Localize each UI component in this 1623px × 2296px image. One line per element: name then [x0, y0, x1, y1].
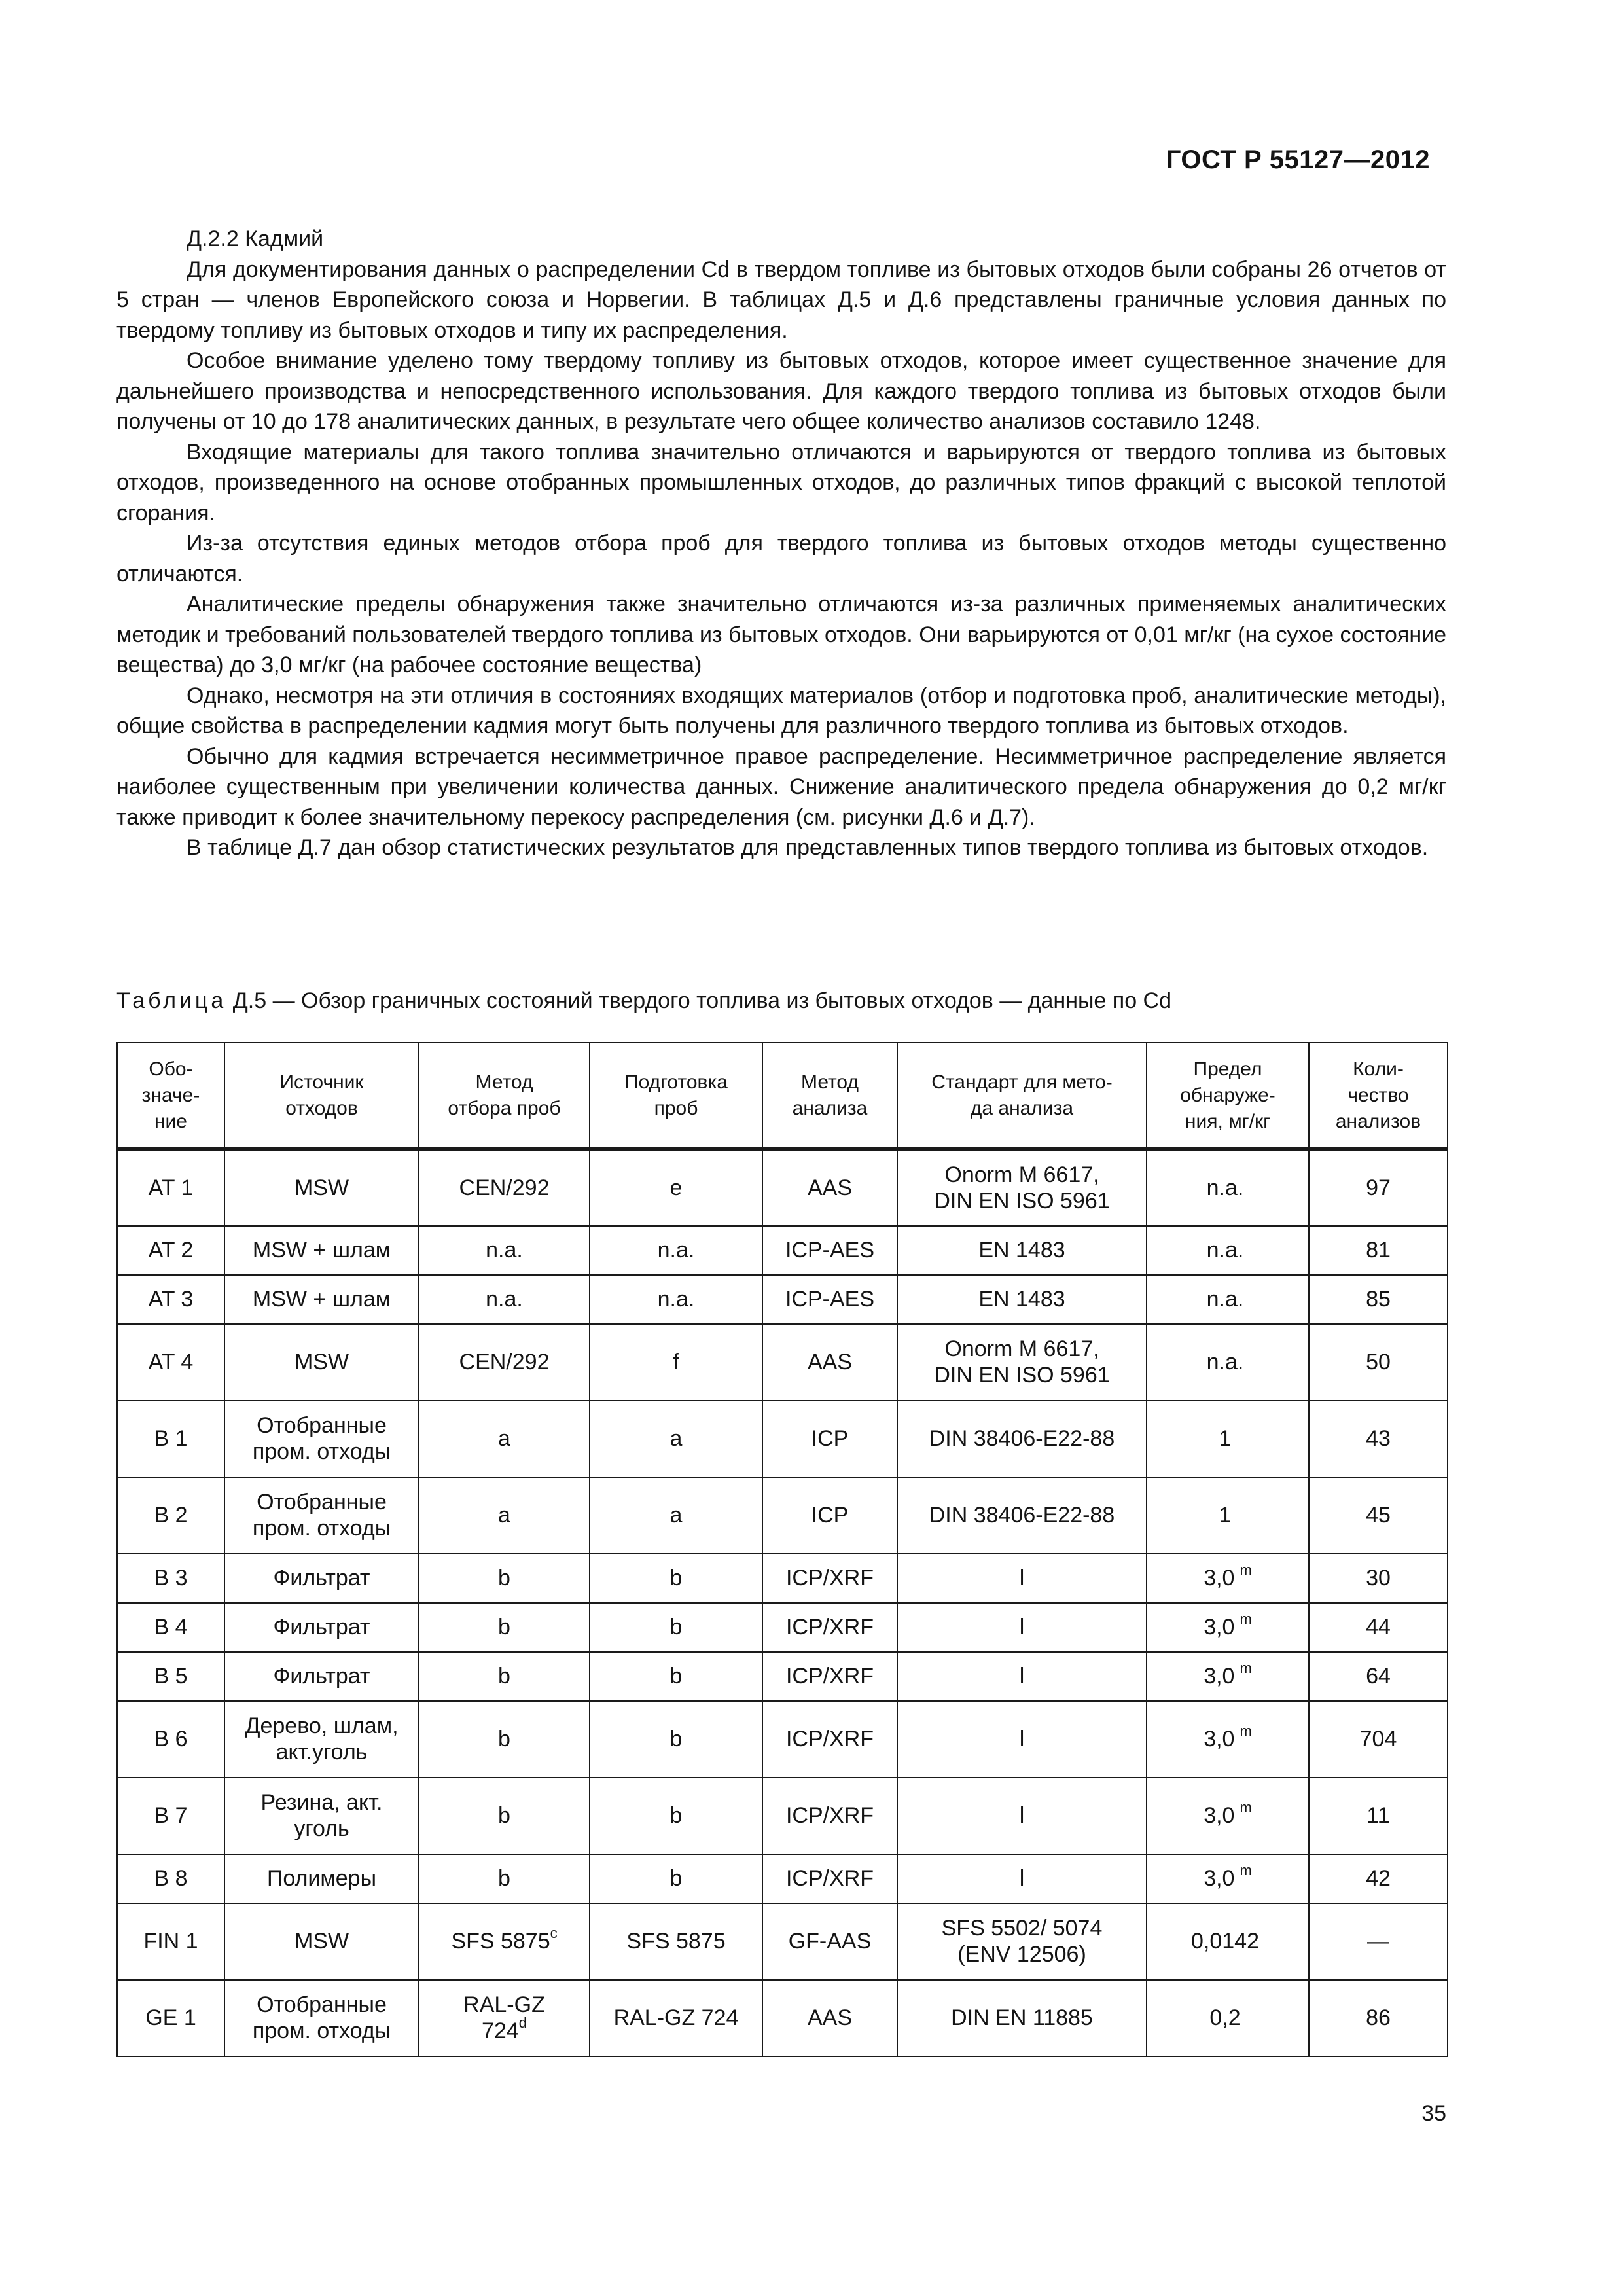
cell-text: Onorm M 6617, DIN EN ISO 5961: [934, 1162, 1110, 1213]
cell-text: AAS: [807, 1350, 853, 1374]
body-text: [116, 224, 1446, 863]
table-cell-source: [224, 1226, 419, 1275]
table-cell-sampling: [419, 1401, 590, 1477]
table-cell-standard: [897, 1778, 1147, 1854]
table-cell-limit: [1147, 1980, 1309, 2056]
table-cell-source: [224, 1477, 419, 1554]
table-cell-prep: [590, 1477, 762, 1554]
table-cell-limit: [1147, 1401, 1309, 1477]
table-cell-limit: [1147, 1854, 1309, 1903]
table-cell-standard: [897, 1401, 1147, 1477]
cell-text: b: [498, 1566, 510, 1590]
table-cell-id: [117, 1701, 224, 1778]
table-row: [117, 1903, 1448, 1980]
table-cell-prep: [590, 1401, 762, 1477]
table-cell-id: [117, 1226, 224, 1275]
cell-text: ICP/XRF: [785, 1866, 874, 1891]
cell-text: B 8: [154, 1866, 188, 1891]
cell-text: ICP/XRF: [785, 1615, 874, 1640]
cell-text: CEN/292: [459, 1350, 550, 1374]
cell-text: MSW: [294, 1350, 349, 1374]
table-cell-source: [224, 1554, 419, 1603]
cell-text: l: [1019, 1727, 1025, 1751]
table-cell-id: [117, 1603, 224, 1652]
cell-text: f: [673, 1350, 679, 1374]
table-cell-method: [762, 1401, 897, 1477]
cell-text: 3,0: [1204, 1727, 1235, 1751]
table-cell-limit: [1147, 1652, 1309, 1701]
table-header-row: [117, 1043, 1448, 1149]
cell-text: ICP-AES: [785, 1287, 875, 1312]
cell-text: a: [669, 1503, 683, 1528]
table-cell-count: [1309, 1980, 1448, 2056]
cell-text: 0,0142: [1191, 1929, 1259, 1954]
table-cell-count: [1309, 1778, 1448, 1854]
cell-text: AT 2: [148, 1238, 194, 1263]
cell-text: b: [498, 1727, 510, 1751]
cell-text: DIN EN 11885: [951, 2005, 1093, 2030]
table-cell-standard: [897, 1652, 1147, 1701]
table-cell-sampling: [419, 1603, 590, 1652]
cell-text: 45: [1366, 1503, 1391, 1528]
cell-text: EN 1483: [978, 1238, 1065, 1263]
cell-text: b: [669, 1566, 683, 1590]
cell-text: ICP/XRF: [785, 1566, 874, 1590]
table-cell-method: [762, 1903, 897, 1980]
cell-text: MSW + шлам: [252, 1287, 391, 1312]
table-cell-id: [117, 1401, 224, 1477]
cell-text: 50: [1366, 1350, 1391, 1374]
table-cell-standard: [897, 1701, 1147, 1778]
table-caption-label: Таблица: [116, 988, 227, 1013]
table-cell-method: [762, 1854, 897, 1903]
table-cell-method: [762, 1554, 897, 1603]
cell-text: ICP: [811, 1426, 849, 1451]
table-cell-id: [117, 1149, 224, 1226]
table-cell-limit: [1147, 1701, 1309, 1778]
cell-text: 1: [1219, 1503, 1232, 1528]
paragraph: Входящие материалы для такого топлива значительно отличаются и варьируются от твердого топлива из бытовых отходов, произведенного на основе отобранных промышленных отходов, до различных типов фракций с высокой теплотой сгорания.: [116, 439, 1446, 526]
cell-text: l: [1019, 1566, 1025, 1590]
cell-text: B 7: [154, 1803, 188, 1828]
cell-text: AT 4: [148, 1350, 194, 1374]
cell-text: b: [498, 1866, 510, 1891]
table-cell-sampling: [419, 1778, 590, 1854]
table-cell-sampling: [419, 1275, 590, 1324]
table-cell-prep: [590, 1554, 762, 1603]
table-cell-sampling: [419, 1701, 590, 1778]
cell-text: B 2: [154, 1503, 188, 1528]
cell-text: n.a.: [1206, 1287, 1244, 1312]
table-cell-standard: [897, 1980, 1147, 2056]
table-cell-method: [762, 1778, 897, 1854]
table-cell-standard: [897, 1275, 1147, 1324]
footnote-marker: m: [1240, 1610, 1252, 1627]
cell-text: l: [1019, 1615, 1025, 1640]
table-cell-count: [1309, 1401, 1448, 1477]
cell-text: MSW: [294, 1929, 349, 1954]
footnote-marker: d: [518, 2014, 527, 2031]
table-row: [117, 1275, 1448, 1324]
table-cell-prep: [590, 1324, 762, 1401]
cell-text: ICP/XRF: [785, 1664, 874, 1689]
table-cell-standard: [897, 1477, 1147, 1554]
table-cell-id: [117, 1554, 224, 1603]
cell-text: 97: [1366, 1175, 1391, 1200]
cell-text: Фильтрат: [273, 1615, 370, 1640]
paragraph: Однако, несмотря на эти отличия в состояниях входящих материалов (отбор и подготовка проб, аналитические методы), общие свойства в распределении кадмия могут быть получены для различного твердого топлива из бытовых отходов.: [116, 683, 1446, 738]
cell-text: Полимеры: [266, 1866, 377, 1891]
cell-text: n.a.: [657, 1287, 695, 1312]
cell-text: EN 1483: [978, 1287, 1065, 1312]
cell-text: 704: [1359, 1727, 1397, 1751]
table-cell-standard: [897, 1149, 1147, 1226]
cell-text: b: [669, 1727, 683, 1751]
cell-text: AAS: [807, 1175, 853, 1200]
cell-text: 43: [1366, 1426, 1391, 1451]
table-row: [117, 1477, 1448, 1554]
paragraph: Из-за отсутствия единых методов отбора проб для твердого топлива из бытовых отходов методы существенно отличаются.: [116, 531, 1446, 586]
table-cell-method: [762, 1652, 897, 1701]
table-cell-method: [762, 1324, 897, 1401]
cell-text: 0,2: [1209, 2005, 1241, 2030]
table-caption-text: Д.5 — Обзор граничных состояний твердого топлива из бытовых отходов — данные по Cd: [232, 988, 1172, 1013]
table-cell-count: [1309, 1554, 1448, 1603]
cell-text: 85: [1366, 1287, 1391, 1312]
cell-text: GF-AAS: [788, 1929, 872, 1954]
cell-text: FIN 1: [143, 1929, 198, 1954]
cell-text: ICP-AES: [785, 1238, 875, 1263]
cell-text: Отобранные пром. отходы: [252, 1413, 391, 1464]
cell-text: a: [669, 1426, 683, 1451]
cell-text: AT 1: [148, 1175, 194, 1200]
cell-text: 86: [1366, 2005, 1391, 2030]
cell-text: b: [669, 1664, 683, 1689]
table-cell-source: [224, 1603, 419, 1652]
table-cell-sampling: [419, 1226, 590, 1275]
cell-text: 1: [1219, 1426, 1232, 1451]
cell-text: Фильтрат: [273, 1664, 370, 1689]
cell-text: DIN 38406-E22-88: [929, 1426, 1115, 1451]
table-cell-sampling: [419, 1980, 590, 2056]
paragraph: Для документирования данных о распределении Cd в твердом топливе из бытовых отходов были собраны 26 отчетов от 5 стран — членов Европейского союза и Норвегии. В таблицах Д.5 и Д.6 представлены граничные условия данных по твердому топливу из бытовых отходов и типу их распределения.: [116, 257, 1446, 343]
cell-text: 3,0: [1204, 1866, 1235, 1891]
cell-text: n.a.: [657, 1238, 695, 1263]
table-cell-method: [762, 1980, 897, 2056]
table-cell-count: [1309, 1149, 1448, 1226]
cell-text: b: [669, 1803, 683, 1828]
cell-text: SFS 5875: [451, 1929, 550, 1954]
cell-text: GE 1: [145, 2005, 196, 2030]
table-cell-source: [224, 1401, 419, 1477]
table-cell-source: [224, 1149, 419, 1226]
table-cell-id: [117, 1275, 224, 1324]
cell-text: —: [1367, 1929, 1389, 1954]
table-cell-source: [224, 1903, 419, 1980]
table-header-cell: Метод анализа: [762, 1043, 897, 1149]
table-cell-limit: [1147, 1778, 1309, 1854]
table-cell-prep: [590, 1226, 762, 1275]
cell-text: a: [498, 1503, 510, 1528]
cell-text: 3,0: [1204, 1615, 1235, 1640]
cell-text: ICP/XRF: [785, 1803, 874, 1828]
table-cell-limit: [1147, 1149, 1309, 1226]
table-cell-prep: [590, 1652, 762, 1701]
table-cell-count: [1309, 1854, 1448, 1903]
table-cell-id: [117, 1652, 224, 1701]
table-cell-prep: [590, 1980, 762, 2056]
footnote-marker: c: [550, 1924, 558, 1941]
table-row: [117, 1652, 1448, 1701]
cell-text: b: [669, 1615, 683, 1640]
table-cell-source: [224, 1854, 419, 1903]
cell-text: n.a.: [486, 1238, 523, 1263]
table-cell-method: [762, 1477, 897, 1554]
footnote-marker: m: [1240, 1659, 1252, 1676]
table-cell-prep: [590, 1149, 762, 1226]
cell-text: 3,0: [1204, 1566, 1235, 1590]
table-cell-count: [1309, 1226, 1448, 1275]
table-cell-standard: [897, 1324, 1147, 1401]
table-cell-standard: [897, 1854, 1147, 1903]
paragraph: Аналитические пределы обнаружения также значительно отличаются из-за различных применяемых аналитических методик и требований пользователей твердого топлива из бытовых отходов. Они варьируются от 0,01 мг/кг (на сухое состояние вещества) до 3,0 мг/кг (на рабочее состояние вещества): [116, 592, 1446, 677]
table-cell-sampling: [419, 1554, 590, 1603]
table-cell-sampling: [419, 1149, 590, 1226]
cell-text: 3,0: [1204, 1803, 1235, 1828]
cell-text: Onorm M 6617, DIN EN ISO 5961: [934, 1336, 1110, 1388]
table-cell-sampling: [419, 1854, 590, 1903]
cell-text: Фильтрат: [273, 1566, 370, 1590]
table-row: [117, 1854, 1448, 1903]
table-cell-count: [1309, 1701, 1448, 1778]
table-header-cell: Метод отбора проб: [419, 1043, 590, 1149]
table-row: [117, 1401, 1448, 1477]
cell-text: B 1: [154, 1426, 188, 1451]
table-row: [117, 1554, 1448, 1603]
table-cell-prep: [590, 1275, 762, 1324]
table-cell-limit: [1147, 1554, 1309, 1603]
table-header-cell: Источник отходов: [224, 1043, 419, 1149]
table-header-cell: Стандарт для мето- да анализа: [897, 1043, 1147, 1149]
table-cell-limit: [1147, 1903, 1309, 1980]
table-cell-count: [1309, 1275, 1448, 1324]
table-cell-standard: [897, 1603, 1147, 1652]
table-header-cell: Предел обнаруже- ния, мг/кг: [1147, 1043, 1309, 1149]
table-cell-source: [224, 1980, 419, 2056]
table-cell-id: [117, 1980, 224, 2056]
table-cell-method: [762, 1226, 897, 1275]
cell-text: 44: [1366, 1615, 1391, 1640]
table-cell-method: [762, 1603, 897, 1652]
table-cell-limit: [1147, 1275, 1309, 1324]
table-cell-count: [1309, 1603, 1448, 1652]
standard-header: ГОСТ Р 55127—2012: [1166, 145, 1430, 174]
cell-text: b: [498, 1803, 510, 1828]
cell-text: AT 3: [148, 1287, 194, 1312]
cell-text: b: [498, 1664, 510, 1689]
cell-text: n.a.: [1206, 1238, 1244, 1263]
cell-text: Резина, акт. уголь: [260, 1790, 383, 1841]
table-cell-method: [762, 1701, 897, 1778]
table-header-cell: Обо- значе- ние: [117, 1043, 224, 1149]
cell-text: l: [1019, 1803, 1025, 1828]
table-cell-sampling: [419, 1477, 590, 1554]
table-cell-count: [1309, 1903, 1448, 1980]
table-cell-id: [117, 1903, 224, 1980]
cell-text: n.a.: [486, 1287, 523, 1312]
table-row: [117, 1149, 1448, 1226]
cell-text: 64: [1366, 1664, 1391, 1689]
cell-text: DIN 38406-E22-88: [929, 1503, 1115, 1528]
cell-text: n.a.: [1206, 1175, 1244, 1200]
table-cell-limit: [1147, 1477, 1309, 1554]
table-cell-sampling: [419, 1652, 590, 1701]
footnote-marker: m: [1240, 1561, 1252, 1578]
footnote-marker: m: [1240, 1722, 1252, 1739]
table-cell-standard: [897, 1226, 1147, 1275]
table-cell-sampling: [419, 1903, 590, 1980]
cell-text: 3,0: [1204, 1664, 1235, 1689]
cell-text: e: [669, 1175, 683, 1200]
cell-text: 11: [1366, 1803, 1390, 1828]
table-cell-prep: [590, 1854, 762, 1903]
paragraph: Особое внимание уделено тому твердому топливу из бытовых отходов, которое имеет существенное значение для дальнейшего производства и непосредственного использования. Для каждого твердого топлива из бытовых отходов были получены от 10 до 178 аналитических данных, в результате чего общее количество анализов составило 1248.: [116, 348, 1446, 434]
table-cell-source: [224, 1324, 419, 1401]
table-cell-method: [762, 1149, 897, 1226]
table-cell-source: [224, 1778, 419, 1854]
table-cell-prep: [590, 1903, 762, 1980]
table-cell-count: [1309, 1652, 1448, 1701]
footnote-marker: m: [1240, 1861, 1252, 1878]
paragraph: Обычно для кадмия встречается несимметричное правое распределение. Несимметричное распределение является наиболее существенным при увеличении количества данных. Снижение аналитического предела обнаружения до 0,2 мг/кг также приводит к более значительному перекосу распределения (см. рисунки Д.6 и Д.7).: [116, 744, 1446, 830]
cell-text: SFS 5502/ 5074 (ENV 12506): [941, 1916, 1103, 1967]
table-caption: [116, 988, 1171, 1014]
table-cell-id: [117, 1477, 224, 1554]
cell-text: RAL-GZ 724: [463, 1992, 545, 2043]
cell-text: CEN/292: [459, 1175, 550, 1200]
table-cell-count: [1309, 1324, 1448, 1401]
table-cell-count: [1309, 1477, 1448, 1554]
table-cell-limit: [1147, 1603, 1309, 1652]
cell-text: b: [669, 1866, 683, 1891]
table-header-cell: Коли- чество анализов: [1309, 1043, 1448, 1149]
table-cell-prep: [590, 1778, 762, 1854]
table-header-cell: Подготовка проб: [590, 1043, 762, 1149]
footnote-marker: m: [1240, 1799, 1252, 1816]
table-cell-standard: [897, 1903, 1147, 1980]
cell-text: B 5: [154, 1664, 188, 1689]
table-cell-id: [117, 1778, 224, 1854]
cell-text: 81: [1366, 1238, 1391, 1263]
page-number: 35: [1421, 2101, 1446, 2126]
table-cell-id: [117, 1854, 224, 1903]
table-cell-prep: [590, 1603, 762, 1652]
table-row: [117, 1324, 1448, 1401]
cell-text: l: [1019, 1664, 1025, 1689]
cell-text: Дерево, шлам, акт.уголь: [245, 1713, 399, 1765]
cell-text: l: [1019, 1866, 1025, 1891]
table-cell-prep: [590, 1701, 762, 1778]
table-cell-source: [224, 1701, 419, 1778]
cell-text: AAS: [807, 2005, 853, 2030]
cell-text: 42: [1366, 1866, 1391, 1891]
table-row: [117, 1701, 1448, 1778]
cell-text: Отобранные пром. отходы: [252, 1490, 391, 1541]
cell-text: ICP/XRF: [785, 1727, 874, 1751]
cell-text: ICP: [811, 1503, 849, 1528]
cell-text: b: [498, 1615, 510, 1640]
table-cell-standard: [897, 1554, 1147, 1603]
cell-text: B 4: [154, 1615, 188, 1640]
cell-text: SFS 5875: [626, 1929, 726, 1954]
cell-text: RAL-GZ 724: [613, 2005, 739, 2030]
table-cell-limit: [1147, 1324, 1309, 1401]
cell-text: Отобранные пром. отходы: [252, 1992, 391, 2043]
table-row: [117, 1778, 1448, 1854]
paragraph: В таблице Д.7 дан обзор статистических результатов для представленных типов твердого топлива из бытовых отходов.: [187, 835, 1429, 860]
table-row: [117, 1226, 1448, 1275]
table-cell-source: [224, 1652, 419, 1701]
data-table: [116, 1042, 1448, 2057]
table-row: [117, 1603, 1448, 1652]
cell-text: B 6: [154, 1727, 188, 1751]
cell-text: n.a.: [1206, 1350, 1244, 1374]
table-cell-limit: [1147, 1226, 1309, 1275]
cell-text: MSW: [294, 1175, 349, 1200]
table-cell-sampling: [419, 1324, 590, 1401]
table-cell-source: [224, 1275, 419, 1324]
section-title: Д.2.2 Кадмий: [187, 226, 324, 251]
table-cell-id: [117, 1324, 224, 1401]
table-cell-method: [762, 1275, 897, 1324]
cell-text: a: [498, 1426, 510, 1451]
cell-text: B 3: [154, 1566, 188, 1590]
table-row: [117, 1980, 1448, 2056]
cell-text: 30: [1366, 1566, 1391, 1590]
cell-text: MSW + шлам: [252, 1238, 391, 1263]
